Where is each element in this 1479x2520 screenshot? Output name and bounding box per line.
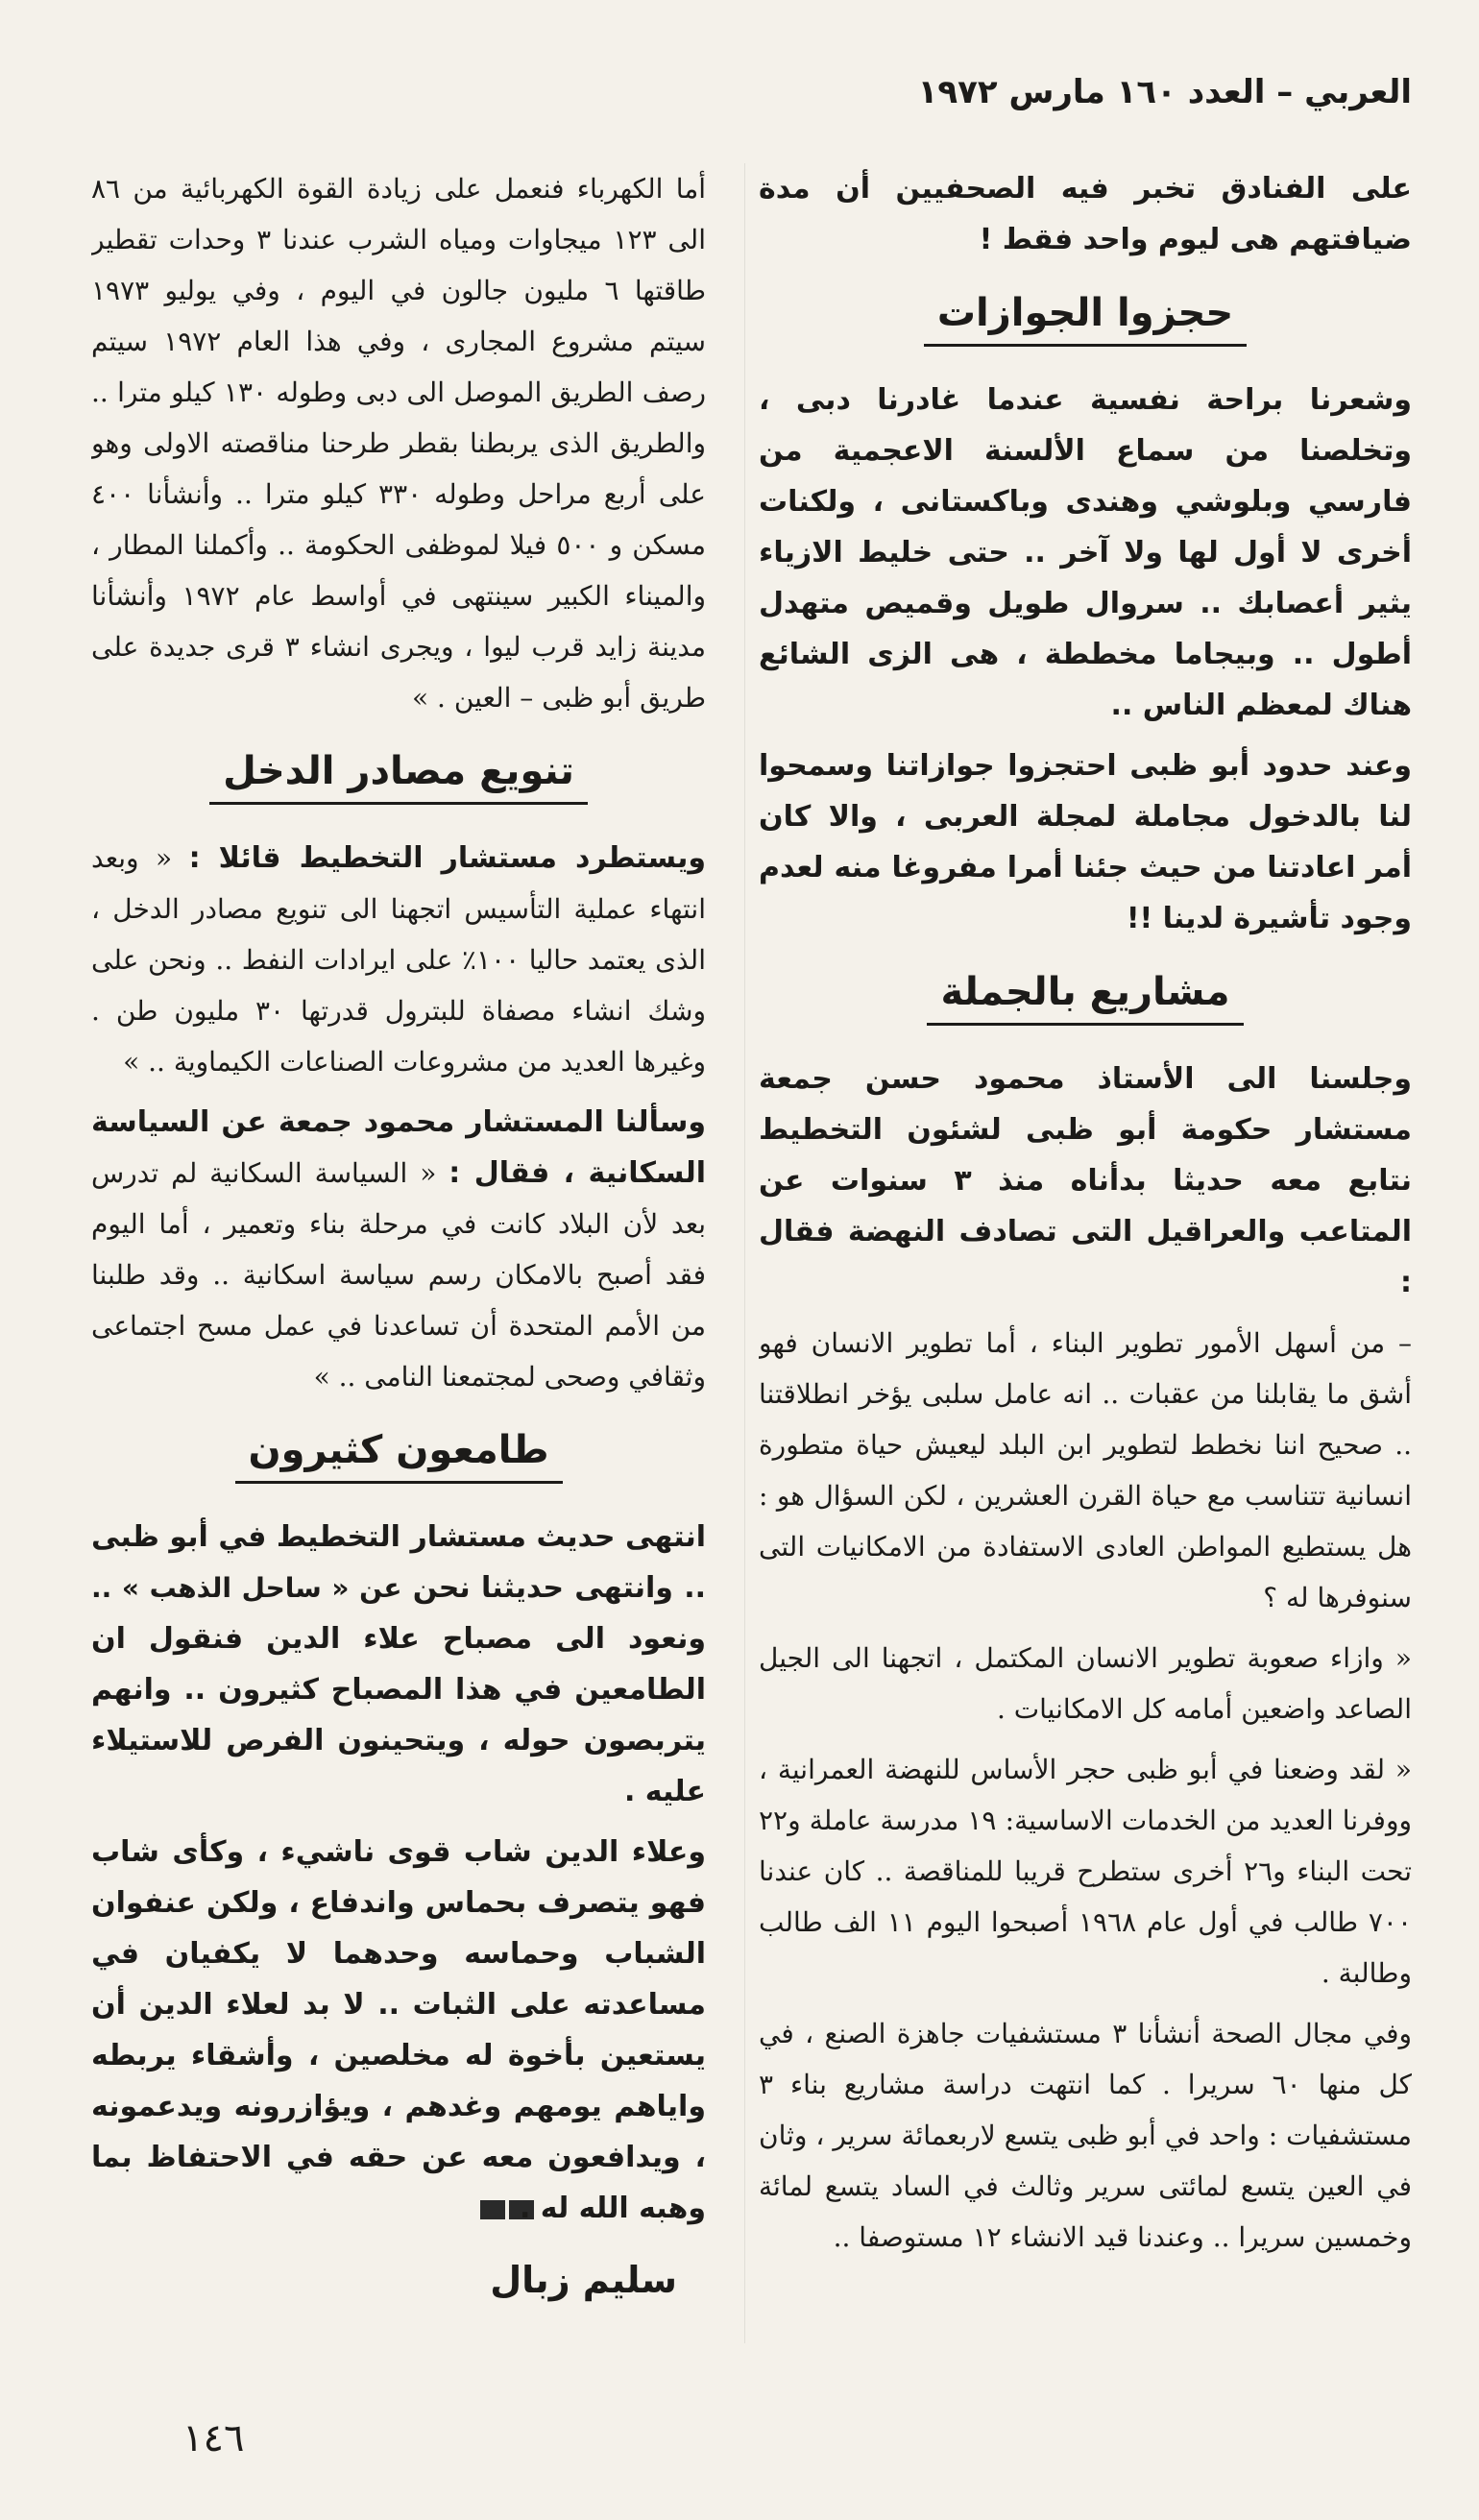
paragraph-population-lead: وسألنا المستشار محمود جمعة عن السياسة السكانية ، فقال : <box>91 1105 706 1190</box>
paragraph-schools: « لقد وضعنا في أبو ظبى حجر الأساس للنهضة العمرانية ، ووفرنا العديد من الخدمات الاساسية: ١٩ مدرسة عاملة و٢٢ تحت البناء و٢٦ أخرى ستطرح قريبا للمناقصة .. كان عندنا ٧٠٠ طالب في أول عام ١٩٦٨ أصبحوا اليوم ١١ الف طالب وطالبة . <box>759 1754 1412 1989</box>
paragraph-income <box>91 833 706 1087</box>
section-title-covetous <box>91 1419 706 1487</box>
paragraph-border: وعند حدود أبو ظبى احتجزوا جوازاتنا وسمحوا لنا بالدخول مجاملة لمجلة العربى ، والا كان أمر اعادتنا من حيث جئنا أمرا مفروغا منه لعدم وجود تأشيرة لدينا !! <box>759 749 1412 935</box>
paragraph-aladdin-text: وعلاء الدين شاب قوى ناشيء ، وكأى شاب فهو يتصرف بحماس واندفاع ، ولكن عنفوان الشباب وحماسه وحدهما لا يكفيان في مساعدته على الثبات .. لا بد لعلاء الدين أن يستعين بأخوة له مخلصين ، وأشقاء يربطه واياهم يومهم وغدهم ، ويؤازرونه ويدعمونه ، ويدافعون معه عن حقه في الاحتفاظ بما وهبه الله له . <box>91 1835 706 2225</box>
paragraph-utilities: أما الكهرباء فنعمل على زيادة القوة الكهربائية من ٨٦ الى ١٢٣ ميجاوات ومياه الشرب عندنا ٣ وحدات تقطير طاقتها ٦ مليون جالون في اليوم ، وفي يوليو ١٩٧٣ سيتم مشروع المجارى ، وفي هذا العام ١٩٧٢ سيتم رصف الطريق الموصل الى دبى وطوله ١٣٠ كيلو مترا .. والطريق الذى يربطنا بقطر طرحنا مناقصته الاولى وهو على أربع مراحل وطوله ٣٣٠ كيلو مترا .. وأنشأنا ٤٠٠ مسكن و ٥٠٠ فيلا لموظفى الحكومة .. وأكملنا المطار ، والميناء الكبير سينتهى في أواسط عام ١٩٧٢ وأنشأنا مدينة زايد قرب ليوا ، ويجرى انشاء ٣ قرى جديدة على طريق أبو ظبى – العين . » <box>91 173 706 714</box>
section-title-covetous-text: طامعون كثيرون <box>235 1419 563 1484</box>
paragraph-health: وفي مجال الصحة أنشأنا ٣ مستشفيات جاهزة الصنع ، في كل منها ٦٠ سريرا . كما انتهت دراسة مشاريع بناء ٣ مستشفيات : واحد في أبو ظبى يتسع لاربعمائة سرير ، وثان في العين يتسع لمائتى سرير وثالث في الساد يتسع لمائة وخمسين سريرا .. وعندنا قيد الانشاء ١٢ مستوصفا .. <box>759 2018 1412 2253</box>
paragraph-population-body: « السياسة السكانية لم تدرس بعد لأن البلاد كانت في مرحلة بناء وتعمير ، أما اليوم فقد أصبح بالامكان رسم سياسة اسكانية .. وقد طلبنا من الأمم المتحدة أن تساعدنا في عمل مسح اجتماعى وثقافي وصحى لمجتمعنا النامى .. » <box>91 1157 706 1393</box>
paragraph-conclusion <box>91 1512 706 1817</box>
paragraph-interview-intro: وجلسنا الى الأستاذ محمود حسن جمعة مستشار حكومة أبو ظبى لشئون التخطيط نتابع معه حديثا بدأناه منذ ٣ سنوات عن المتاعب والعراقيل التى تصادف النهضة فقال : <box>759 1062 1412 1299</box>
paragraph-dubai: وشعرنا براحة نفسية عندما غادرنا دبى ، وتخلصنا من سماع الألسنة الاعجمية من فارسي وبلوشي وهندى وباكستانى ، ولكنات أخرى لا أول لها ولا آخر .. حتى خليط الازياء يثير أعصابك .. سروال طويل وقميص متهدل أطول .. وبيجاما مخططة ، هى الزى الشائع هناك لمعظم الناس .. <box>759 383 1412 722</box>
paragraph-conclusion-quote: عن « ساحل الذهب » .. <box>91 1572 402 1604</box>
right-column <box>759 163 1412 2343</box>
section-title-projects <box>759 961 1412 1029</box>
section-title-income-text: تنويع مصادر الدخل <box>209 740 588 805</box>
intro-paragraph: على الفنادق تخبر فيه الصحفيين أن مدة ضيافتهم هى ليوم واحد فقط ! <box>759 172 1412 256</box>
paragraph-aladdin <box>91 1827 706 2234</box>
paragraph-income-lead: ويستطرد مستشار التخطيط قائلا : <box>188 841 706 875</box>
paragraph-human-development: – من أسهل الأمور تطوير البناء ، أما تطوير الانسان فهو أشق ما يقابلنا من عقبات .. انه عامل سلبى يؤخر انطلاقتنا .. صحيح اننا نخطط لتطوير ابن البلد ليعيش حياة متطورة انسانية تتناسب مع حياة القرن العشرين ، لكن السؤال هو : هل يستطيع المواطن العادى الاستفادة من الامكانيات التى سنوفرها له ؟ <box>759 1327 1412 1613</box>
section-title-passports-text: حجزوا الجوازات <box>924 282 1247 347</box>
section-title-passports <box>759 282 1412 350</box>
paragraph-youth: « وازاء صعوبة تطوير الانسان المكتمل ، اتجهنا الى الجيل الصاعد واضعين أمامه كل الامكانيات . <box>759 1642 1412 1725</box>
paragraph-income-body: « وبعد انتهاء عملية التأسيس اتجهنا الى تنويع مصادر الدخل ، الذى يعتمد حاليا ١٠٠٪ على ايرادات النفط .. ونحن على وشك انشاء مصفاة للبترول قدرتها ٣٠ مليون طن . وغيرها العديد من مشروعات الصناعات الكيماوية .. » <box>91 842 706 1078</box>
paragraph-population <box>91 1097 706 1402</box>
left-column <box>91 163 706 2343</box>
section-title-income <box>91 740 706 808</box>
running-header: العربي – العدد ١٦٠ مارس ١٩٧٢ <box>917 73 1412 111</box>
column-divider <box>744 163 745 2343</box>
author-signature: سليم زبال <box>490 2259 677 2301</box>
end-of-article-mark <box>480 2200 505 2219</box>
paragraph-conclusion-body: ونعود الى مصباح علاء الدين فنقول ان الطامعين في هذا المصباح كثيرون .. وانهم يتربصون حوله ، ويتحينون الفرص للاستيلاء عليه . <box>91 1622 706 1808</box>
paragraph-conclusion-lead: انتهى حديث مستشار التخطيط في أبو ظبى .. وانتهى حديثنا نحن <box>91 1520 706 1605</box>
section-title-projects-text: مشاريع بالجملة <box>927 961 1243 1026</box>
page-number: ١٤٦ <box>182 2416 245 2460</box>
